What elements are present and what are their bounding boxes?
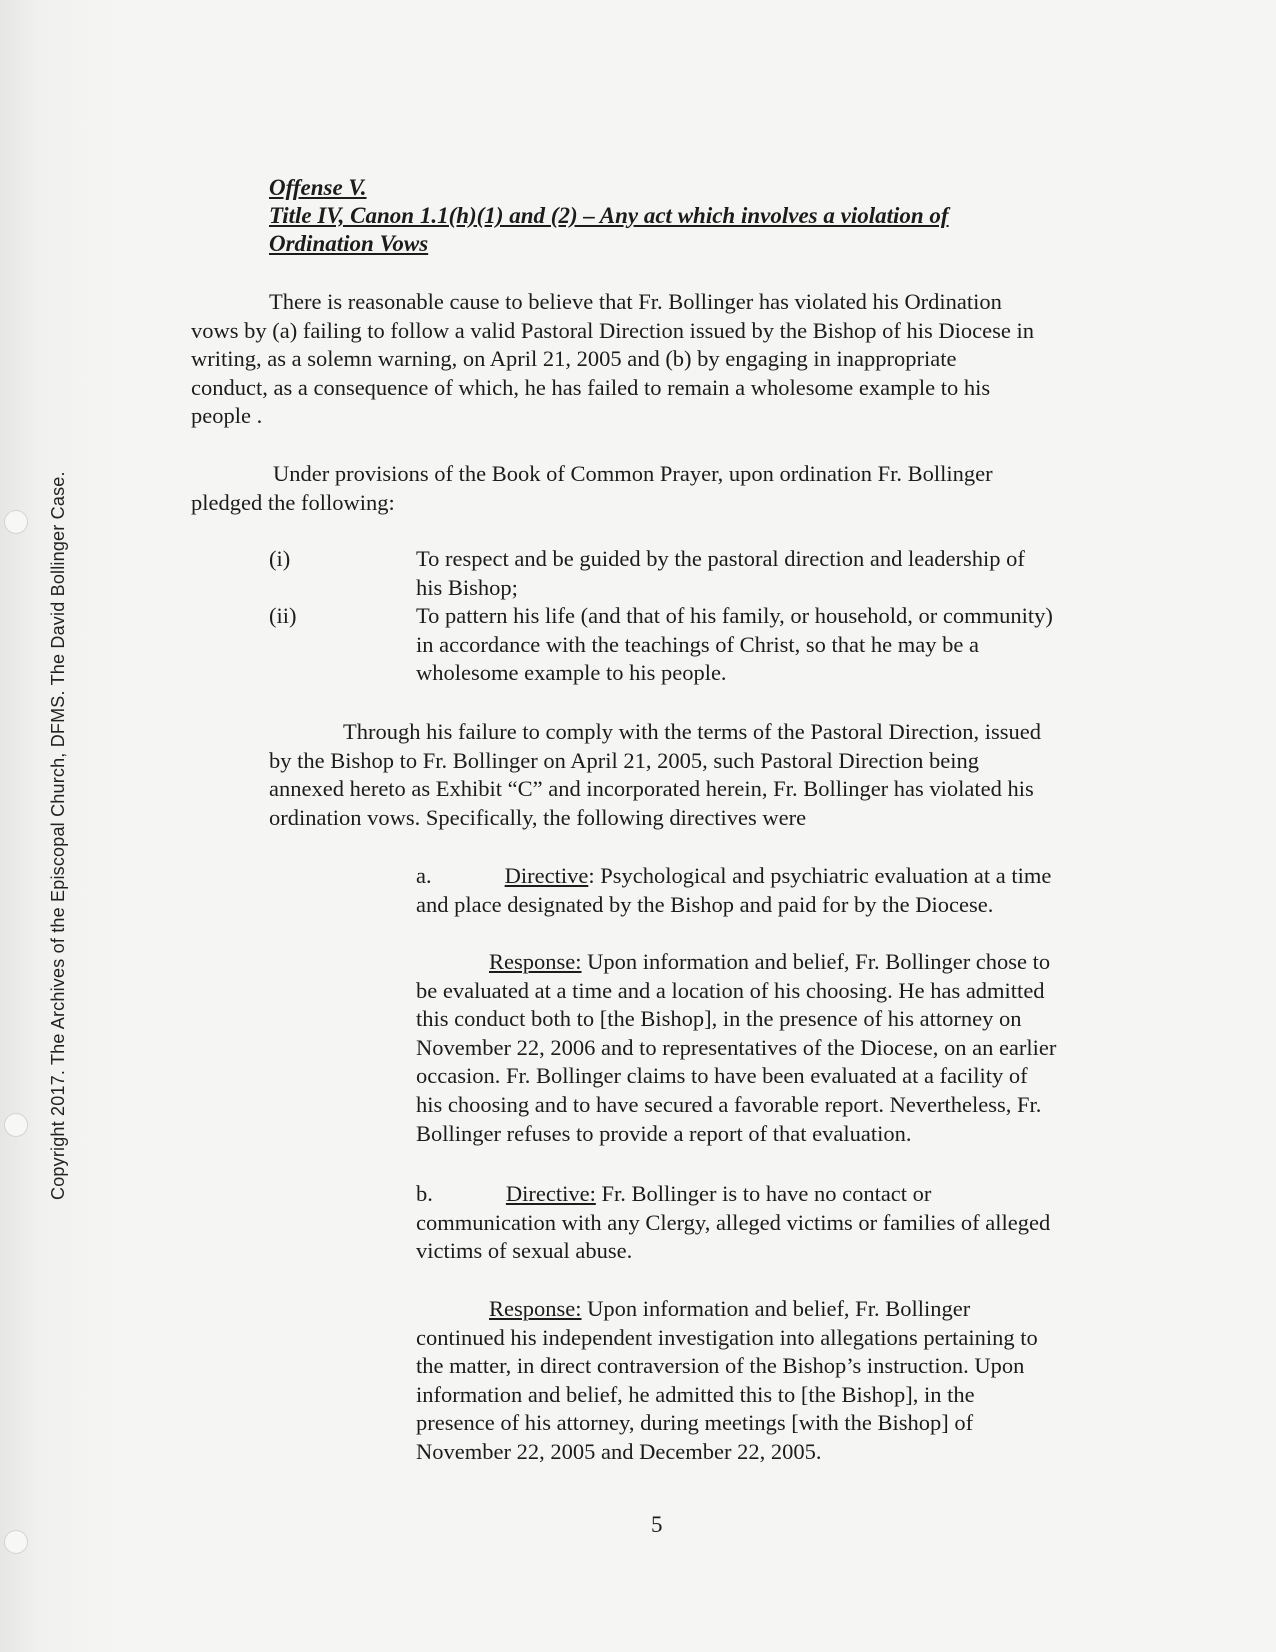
pledge-number-i: (i) <box>269 546 291 571</box>
directive-b: b. Directive: Fr. Bollinger is to have no contact or communication with any Clergy, alleged victims or families of alleged victims of sexual abuse. <box>416 1181 1051 1264</box>
response-b: Response: Upon information and belief, Fr. Bollinger continued his independent investigation into allegations pertaining to the matter, in direct contraversion of the Bishop’s instruction. Upon information and belief, he admitted this to [the Bishop], in the presence of his attorney, during meetings [with the Bishop] of November 22, 2005 and December 22, 2005. <box>416 1296 1038 1464</box>
paragraph-failure-to-comply: Through his failure to comply with the terms of the Pastoral Direction, issued by the Bishop to Fr. Bollinger on April 21, 2005, such Pastoral Direction being annexed hereto as Exhibit “C” and incorporated herein, Fr. Bollinger has violated his ordination vows. Specifically, the following directives were <box>269 719 1041 830</box>
response-label-a: Response: <box>489 949 582 974</box>
item-letter-b: b. <box>416 1181 433 1206</box>
offense-heading <box>269 174 949 258</box>
directive-a: a. Directive: Psychological and psychiatric evaluation at a time and place designated by the Bishop and paid for by the Diocese. <box>416 863 1052 917</box>
directive-label-a: Directive <box>504 863 589 888</box>
directive-label-b: Directive: <box>505 1181 596 1206</box>
response-a: Response: Upon information and belief, Fr. Bollinger chose to be evaluated at a time and a location of his choosing. He has admitted this conduct both to [the Bishop], in the presence of his attorney on November 22, 2006 and to representatives of the Diocese, on an earlier occasion. Fr. Bollinger claims to have been evaluated at a facility of his choosing and to have secured a favorable report. Nevertheless, Fr. Bollinger refuses to provide a report of that evaluation. <box>416 949 1057 1146</box>
paragraph-reasonable-cause: There is reasonable cause to believe that Fr. Bollinger has violated his Ordination vows by (a) failing to follow a valid Pastoral Direction issued by the Bishop of his Diocese in writing, as a solemn warning, on April 21, 2005 and (b) by engaging in inappropriate conduct, as a consequence of which, he has failed to remain a wholesome example to his people . <box>191 289 1034 429</box>
item-letter-a: a. <box>416 863 432 888</box>
response-label-b: Response: <box>489 1296 582 1321</box>
pledge-text-ii: To pattern his life (and that of his family, or household, or community) in accordance with the teachings of Christ, so that he may be a wholesome example to his people. <box>416 603 1053 686</box>
binder-hole <box>4 1113 28 1137</box>
page-number: 5 <box>651 1512 663 1537</box>
heading-line-1: Offense V. <box>269 175 367 200</box>
pledge-number-ii: (ii) <box>269 603 297 628</box>
paragraph-book-of-common-prayer: Under provisions of the Book of Common Prayer, upon ordination Fr. Bollinger pledged the following: <box>191 461 993 515</box>
heading-line-2: Title IV, Canon 1.1(h)(1) and (2) – Any act which involves a violation of <box>269 203 949 228</box>
binder-hole <box>4 1530 28 1554</box>
pledge-text-i: To respect and be guided by the pastoral direction and leadership of his Bishop; <box>416 546 1025 600</box>
binder-hole <box>4 510 28 534</box>
copyright-watermark: Copyright 2017. The Archives of the Episcopal Church, DFMS. The David Bollinger Case. <box>48 471 68 1200</box>
heading-line-3: Ordination Vows <box>269 231 429 256</box>
